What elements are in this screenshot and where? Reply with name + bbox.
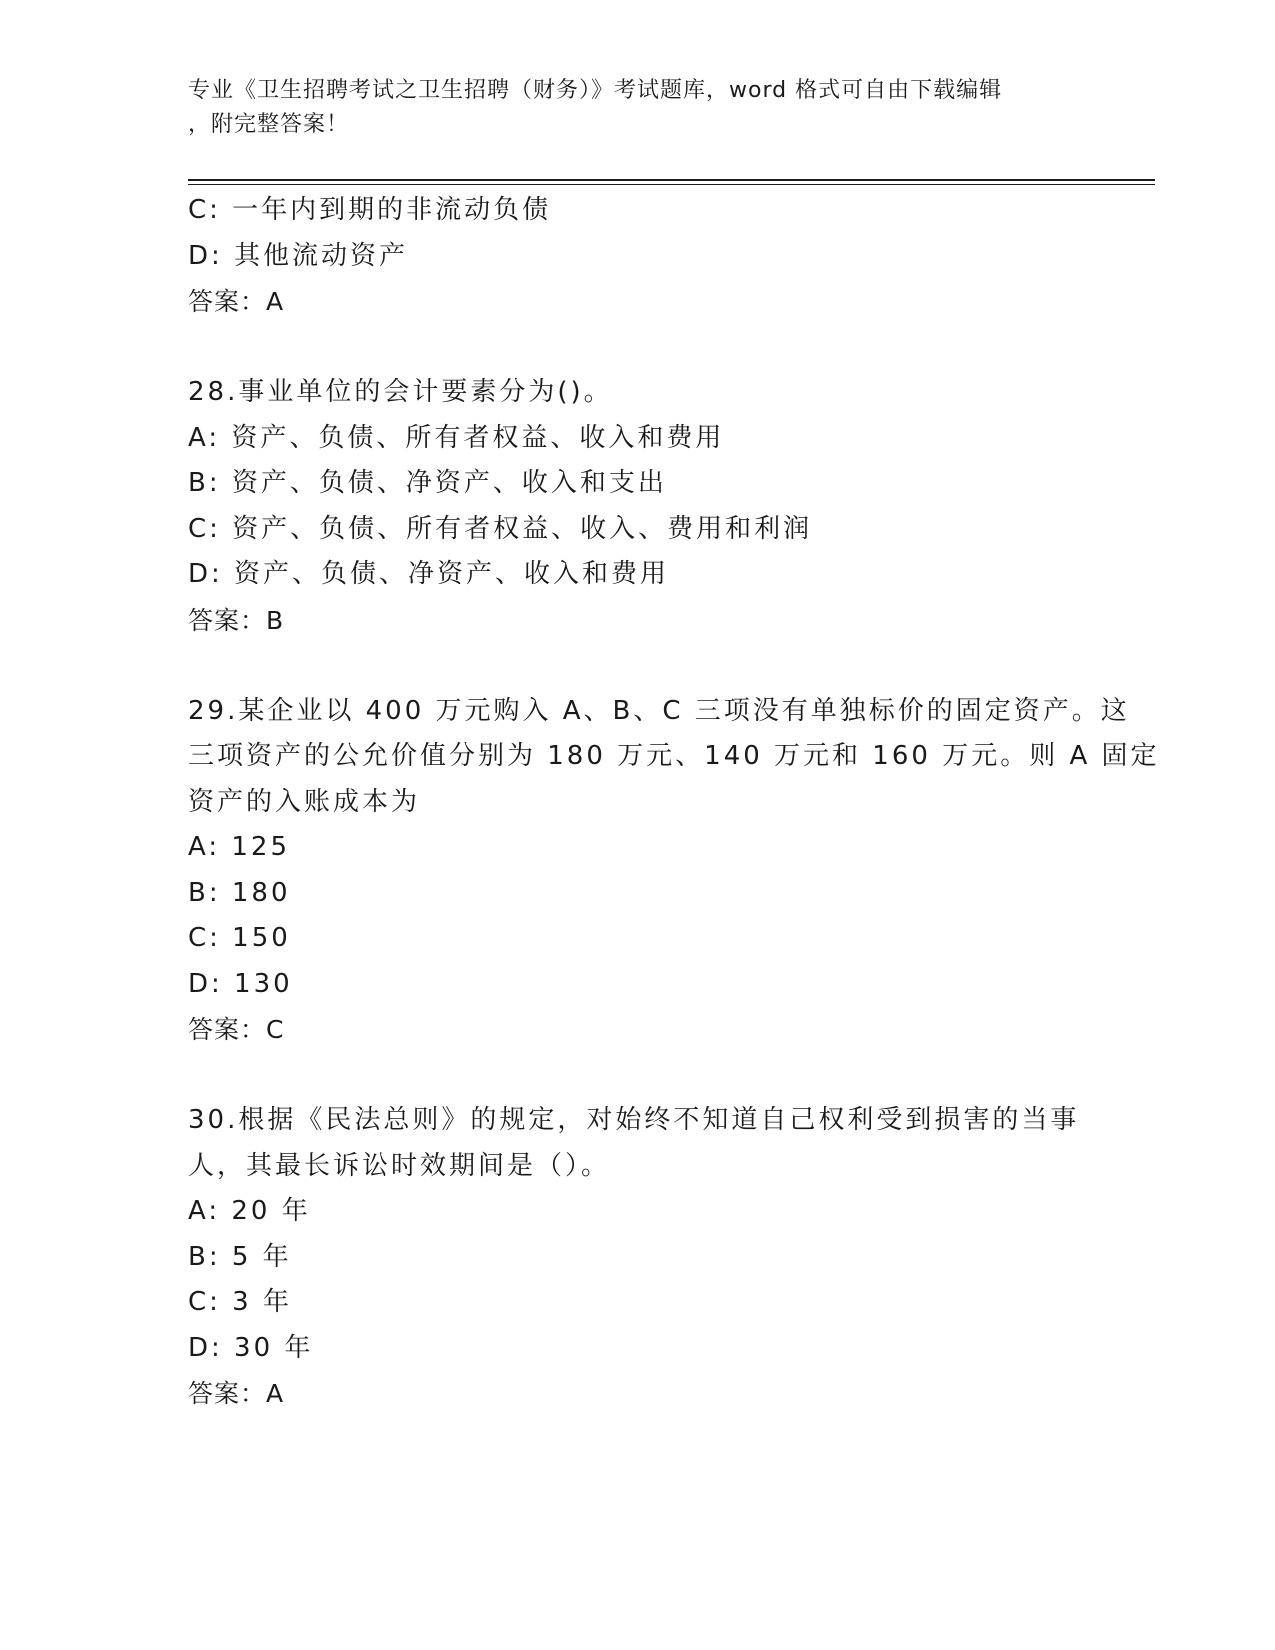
question-28 xyxy=(188,370,1088,643)
option-c: C: 一年内到期的非流动负债 xyxy=(188,195,552,225)
question-stem-line: 30.根据《民法总则》的规定，对始终不知道自己权利受到损害的当事 xyxy=(188,1105,1080,1135)
option-b: B: 5 年 xyxy=(188,1241,292,1272)
spacer xyxy=(188,325,1088,371)
option-d: D: 30 年 xyxy=(188,1332,314,1363)
spacer xyxy=(188,1053,1088,1099)
question-stem-line: 三项资产的公允价值分别为 180 万元、140 万元和 160 万元。则 A 固定 xyxy=(188,741,1160,771)
option-d: D: 130 xyxy=(188,968,293,999)
answer-label: 答案：B xyxy=(188,605,285,635)
spacer xyxy=(188,643,1088,689)
question-stem-line: 人，其最长诉讼时效期间是（）。 xyxy=(188,1150,611,1181)
document-header xyxy=(188,74,1068,142)
header-divider-thick xyxy=(188,179,1155,181)
question-30 xyxy=(188,1098,1088,1417)
question-27-continued xyxy=(188,188,1088,325)
option-d: D: 其他流动资产 xyxy=(188,240,409,271)
option-d: D: 资产、负债、净资产、收入和费用 xyxy=(188,559,670,589)
question-stem-line: 29.某企业以 400 万元购入 A、B、C 三项没有单独标价的固定资产。这 xyxy=(188,695,1130,726)
option-b: B: 180 xyxy=(188,877,291,908)
option-c: C: 资产、负债、所有者权益、收入、费用和利润 xyxy=(188,513,813,544)
header-line-2: ，附完整答案！ xyxy=(188,112,350,137)
question-stem-line: 资产的入账成本为 xyxy=(188,786,421,817)
header-divider-thin xyxy=(188,184,1155,185)
answer-label: 答案：A xyxy=(188,287,285,316)
question-29 xyxy=(188,689,1160,1053)
option-c: C: 3 年 xyxy=(188,1287,292,1317)
question-stem: 28.事业单位的会计要素分为()。 xyxy=(188,377,613,407)
answer-label: 答案：C xyxy=(188,1015,285,1044)
option-a: A: 资产、负债、所有者权益、收入和费用 xyxy=(188,422,725,453)
question-content xyxy=(188,188,1160,1417)
option-a: A: 20 年 xyxy=(188,1196,311,1226)
answer-label: 答案：A xyxy=(188,1379,285,1408)
option-b: B: 资产、负债、净资产、收入和支出 xyxy=(188,468,667,498)
header-line-1: 专业《卫生招聘考试之卫生招聘（财务）》考试题库，word 格式可自由下载编辑 xyxy=(188,78,1003,103)
option-a: A: 125 xyxy=(188,832,290,862)
option-c: C: 150 xyxy=(188,923,291,953)
